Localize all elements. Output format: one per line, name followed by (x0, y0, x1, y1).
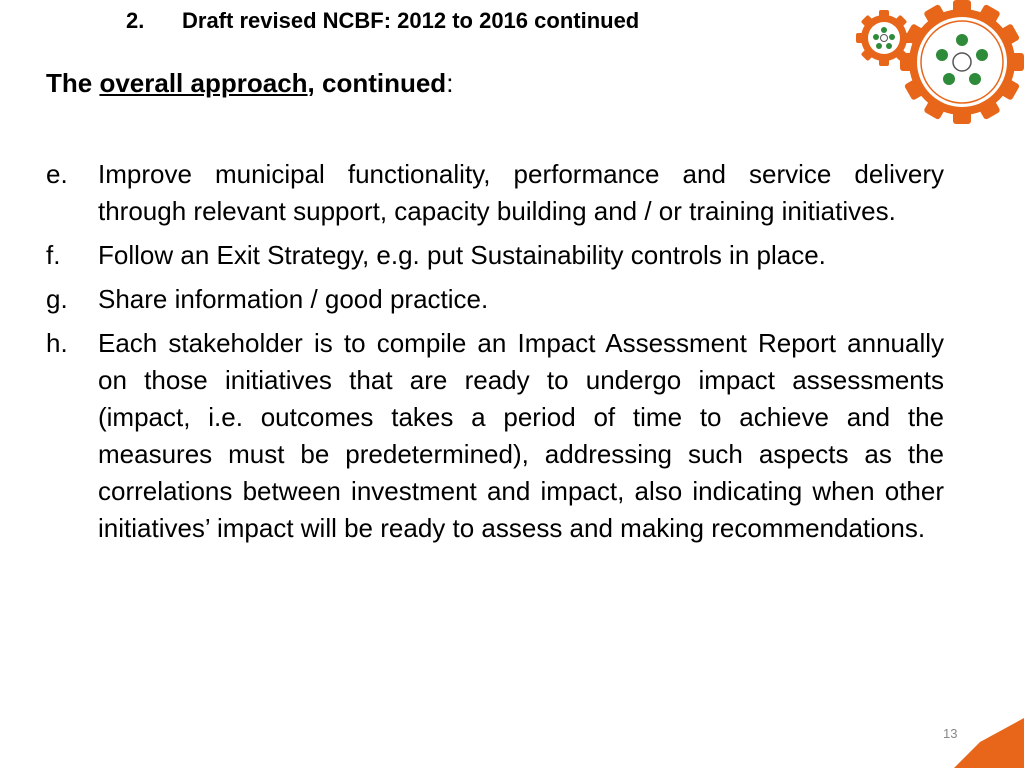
page-number: 13 (943, 726, 958, 741)
list-marker: e. (46, 159, 68, 189)
subtitle-underlined: overall approach (99, 68, 308, 98)
gears-network-logo-icon (852, 0, 1024, 128)
list-item (46, 237, 944, 274)
list-item-text: Share information / good practice. (98, 284, 489, 314)
slide-heading (126, 8, 639, 34)
subtitle (46, 68, 453, 99)
corner-accent-icon (954, 718, 1024, 768)
approach-list (46, 156, 944, 554)
subtitle-suffix: , continued (307, 68, 447, 98)
subtitle-colon: : (446, 68, 454, 98)
list-item-text: Each stakeholder is to compile an Impact Assessment Report annually on those initiatives that are ready to undergo impact assessments (impact, i.e. outcomes takes a period of time to achieve and the measures must be predetermined), addressing such aspects as the correlations between investment and impact, also indicating when other initiatives’ impact will be ready to assess and making recommendations. (98, 328, 944, 543)
list-item (46, 325, 944, 547)
list-marker: h. (46, 328, 68, 358)
heading-number: 2. (126, 8, 145, 33)
list-item (46, 281, 944, 318)
heading-text: Draft revised NCBF: 2012 to 2016 continued (182, 8, 640, 33)
list-marker: g. (46, 284, 68, 314)
list-item-text: Follow an Exit Strategy, e.g. put Sustainability controls in place. (98, 240, 826, 270)
list-marker: f. (46, 240, 61, 270)
subtitle-prefix: The (46, 68, 100, 98)
list-item (46, 156, 944, 230)
list-item-text: Improve municipal functionality, performance and service delivery through relevant support, capacity building and / or training initiatives. (98, 159, 944, 226)
